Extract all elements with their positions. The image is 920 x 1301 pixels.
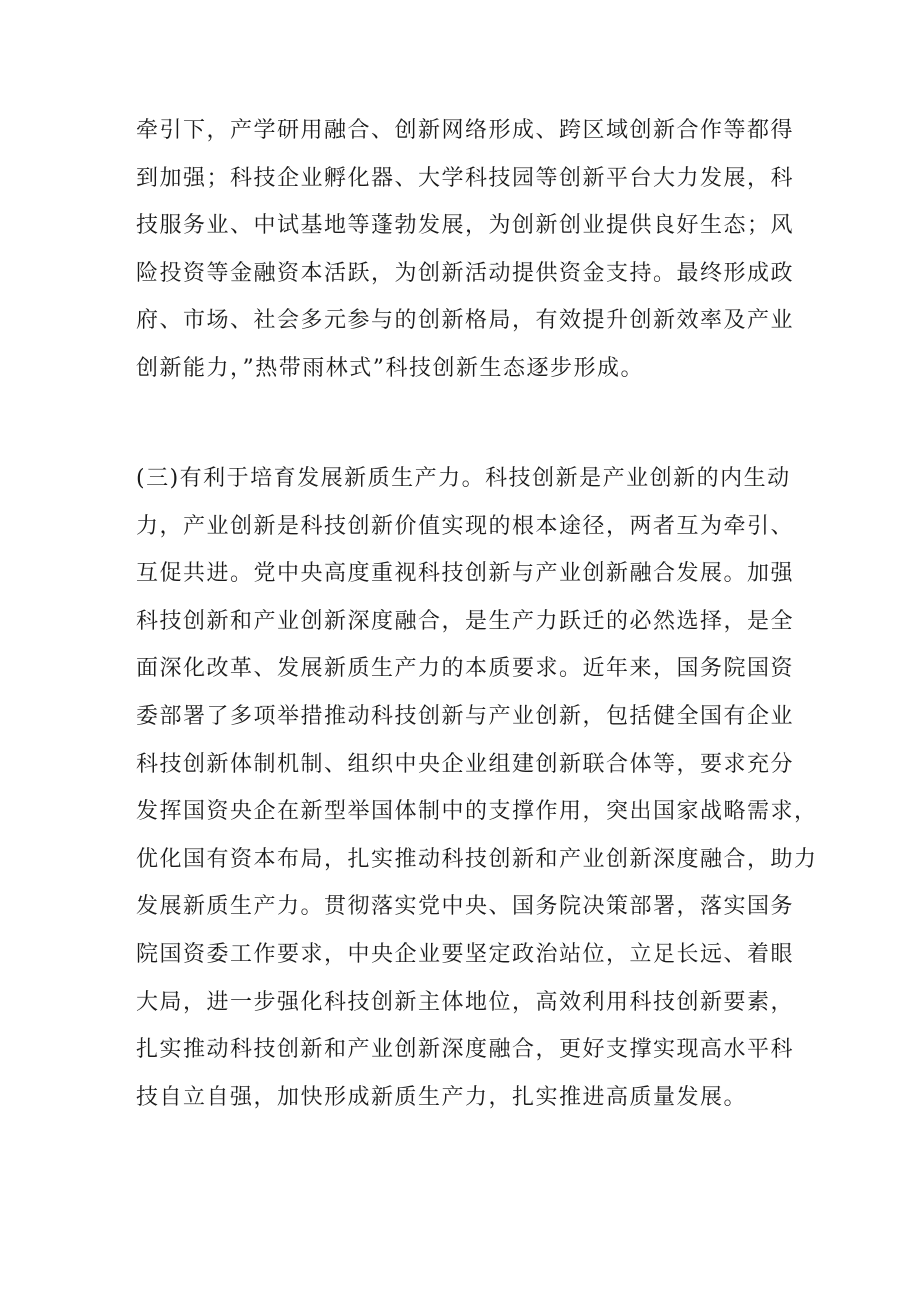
text-line: 大局，进一步强化科技创新主体地位，高效利用科技创新要素， [136, 989, 795, 1015]
text-line: 到加强；科技企业孵化器、大学科技园等创新平台大力发展，科 [136, 165, 795, 191]
text-line: 力，产业创新是科技创新价值实现的根本途径，两者互为牵引、 [136, 513, 795, 539]
text-line: 技服务业、中试基地等蓬勃发展，为创新创业提供良好生态；风 [136, 213, 795, 239]
text-line: 委部署了多项举措推动科技创新与产业创新，包括健全国有企业 [136, 703, 795, 729]
text-line: 发挥国资央企在新型举国体制中的支撑作用，突出国家战略需求， [136, 799, 818, 825]
text-line: 互促共进。党中央高度重视科技创新与产业创新融合发展。加强 [136, 561, 795, 587]
text-line: (三)有利于培育发展新质生产力。科技创新是产业创新的内生动 [136, 466, 791, 491]
text-line: 面深化改革、发展新质生产力的本质要求。近年来，国务院国资 [136, 656, 795, 682]
text-line: 优化国有资本布局，扎实推动科技创新和产业创新深度融合，助力 [136, 846, 818, 872]
text-line: 牵引下，产学研用融合、创新网络形成、跨区域创新合作等都得 [136, 118, 795, 143]
text-line: 扎实推动科技创新和产业创新深度融合，更好支撑实现高水平科 [136, 1037, 795, 1063]
text-line: 府、市场、社会多元参与的创新格局，有效提升创新效率及产业 [136, 308, 795, 334]
text-line: 科技创新体制机制、组织中央企业组建创新联合体等，要求充分 [136, 751, 795, 777]
paragraph-new-productive-forces [136, 455, 818, 1121]
text-line: 院国资委工作要求，中央企业要坚定政治站位，立足长远、着眼 [136, 941, 795, 967]
text-line: 险投资等金融资本活跃，为创新活动提供资金支持。最终形成政 [136, 260, 795, 286]
text-line: 创新能力，”热带雨林式”科技创新生态逐步形成。 [136, 355, 644, 381]
paragraph-innovation-ecosystem [136, 107, 795, 393]
text-line: 科技创新和产业创新深度融合，是生产力跃迁的必然选择，是全 [136, 608, 795, 634]
text-line: 发展新质生产力。贯彻落实党中央、国务院决策部署，落实国务 [136, 894, 795, 920]
text-line: 技自立自强，加快形成新质生产力，扎实推进高质量发展。 [136, 1084, 748, 1110]
